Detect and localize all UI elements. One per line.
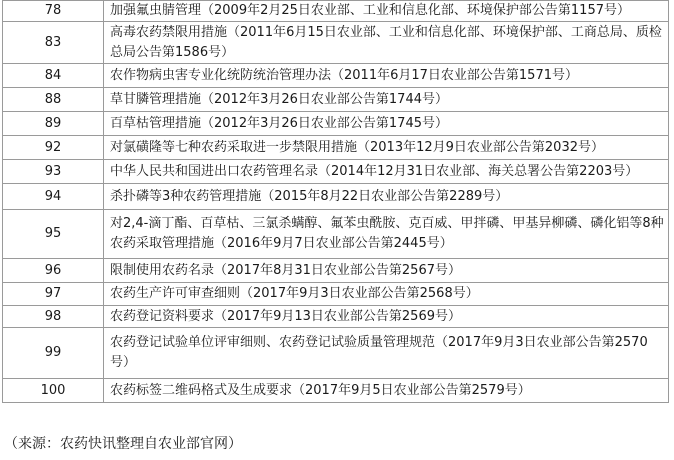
table-row [3, 160, 669, 184]
row-number: 88 [3, 88, 104, 112]
regulation-title: 百草枯管理措施（2012年3月26日农业部公告第1745号） [104, 112, 669, 136]
regulation-title: 加强氟虫腈管理（2009年2月25日农业部、工业和信息化部、环境保护部公告第1157号） [104, 1, 669, 22]
row-number: 98 [3, 306, 104, 328]
table-row [3, 328, 669, 379]
regulation-title: 限制使用农药名录（2017年8月31日农业部公告第2567号） [104, 259, 669, 283]
table-row [3, 136, 669, 160]
regulation-title: 高毒农药禁限用措施（2011年6月15日农业部、工业和信息化部、环境保护部、工商总局、质检总局公告第1586号） [104, 22, 669, 64]
table-row [3, 306, 669, 328]
regulation-title: 中华人民共和国进出口农药管理名录（2014年12月31日农业部、海关总署公告第2203号） [104, 160, 669, 184]
row-number: 96 [3, 259, 104, 283]
row-number: 93 [3, 160, 104, 184]
regulations-table [2, 0, 669, 403]
row-number: 97 [3, 283, 104, 306]
source-note: （来源：农药快讯整理自农业部官网） [4, 436, 242, 452]
row-number: 95 [3, 210, 104, 259]
table-row [3, 184, 669, 210]
regulation-title: 草甘膦管理措施（2012年3月26日农业部公告第1744号） [104, 88, 669, 112]
regulation-title: 杀扑磷等3种农药管理措施（2015年8月22日农业部公告第2289号） [104, 184, 669, 210]
table-row [3, 64, 669, 88]
table-row [3, 88, 669, 112]
regulation-title: 农药登记资料要求（2017年9月13日农业部公告第2569号） [104, 306, 669, 328]
row-number: 100 [3, 379, 104, 403]
regulation-title: 农药标签二维码格式及生成要求（2017年9月5日农业部公告第2579号） [104, 379, 669, 403]
table-row [3, 259, 669, 283]
row-number: 89 [3, 112, 104, 136]
regulation-title: 对氯磺隆等七种农药采取进一步禁限用措施（2013年12月9日农业部公告第2032号） [104, 136, 669, 160]
table-row [3, 1, 669, 22]
regulation-title: 农作物病虫害专业化统防统治管理办法（2011年6月17日农业部公告第1571号） [104, 64, 669, 88]
row-number: 84 [3, 64, 104, 88]
row-number: 78 [3, 1, 104, 22]
row-number: 99 [3, 328, 104, 379]
table-row [3, 22, 669, 64]
regulation-title: 农药登记试验单位评审细则、农药登记试验质量管理规范（2017年9月3日农业部公告第2570号） [104, 328, 669, 379]
table-row [3, 379, 669, 403]
table-row [3, 210, 669, 259]
row-number: 92 [3, 136, 104, 160]
regulation-title: 对2,4-滴丁酯、百草枯、三氯杀螨醇、氟苯虫酰胺、克百威、甲拌磷、甲基异柳磷、磷化铝等8种农药采取管理措施（2016年9月7日农业部公告第2445号） [104, 210, 669, 259]
table-row [3, 112, 669, 136]
regulation-title: 农药生产许可审查细则（2017年9月3日农业部公告第2568号） [104, 283, 669, 306]
row-number: 83 [3, 22, 104, 64]
table-row [3, 283, 669, 306]
row-number: 94 [3, 184, 104, 210]
